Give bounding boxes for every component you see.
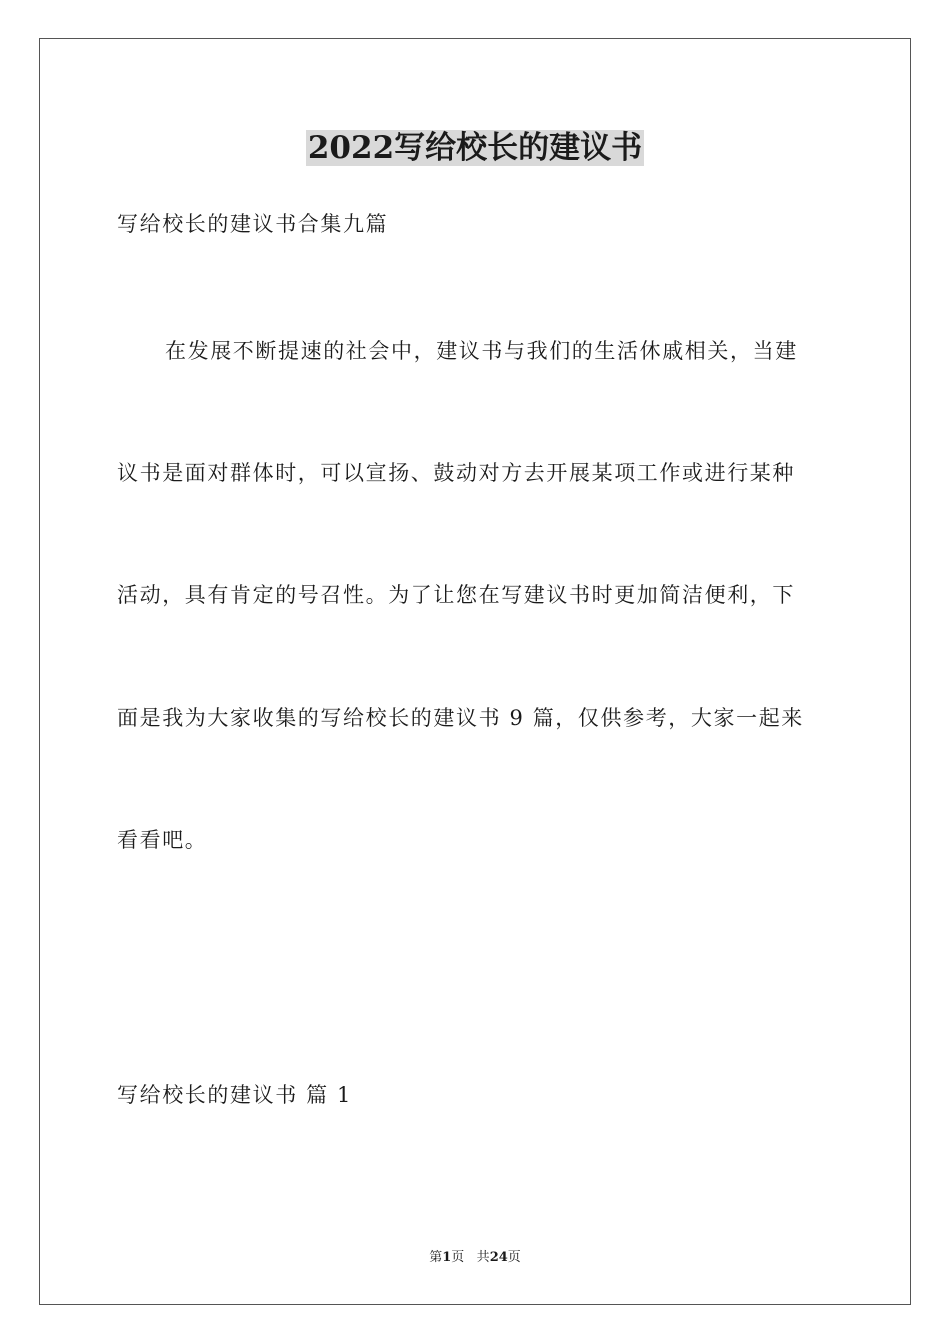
page-footer: [0, 1249, 950, 1267]
paragraph-line: 活动，具有肯定的号召性。为了让您在写建议书时更加简洁便利，下: [117, 583, 795, 607]
footer-total-unit: 页: [507, 1250, 521, 1265]
document-title: [0, 126, 950, 170]
paragraph-line: 议书是面对群体时，可以宣扬、鼓动对方去开展某项工作或进行某种: [117, 461, 795, 485]
document-title-text: 2022写给校长的建议书: [307, 130, 643, 166]
footer-page-number: 1: [442, 1250, 452, 1265]
paragraph-line: 面是我为大家收集的写给校长的建议书 9 篇，仅供参考，大家一起来: [117, 706, 804, 730]
footer-total-pages: 24: [489, 1250, 508, 1265]
footer-page-unit: 页: [451, 1250, 465, 1265]
section-heading: 写给校长的建议书 篇 1: [117, 1083, 352, 1107]
paragraph-line: 在发展不断提速的社会中，建议书与我们的生活休戚相关，当建: [165, 339, 798, 363]
footer-total-prefix: 共: [476, 1250, 490, 1265]
document-subtitle: 写给校长的建议书合集九篇: [117, 212, 389, 236]
footer-page-prefix: 第: [429, 1250, 443, 1265]
paragraph-line: 看看吧。: [117, 828, 208, 852]
